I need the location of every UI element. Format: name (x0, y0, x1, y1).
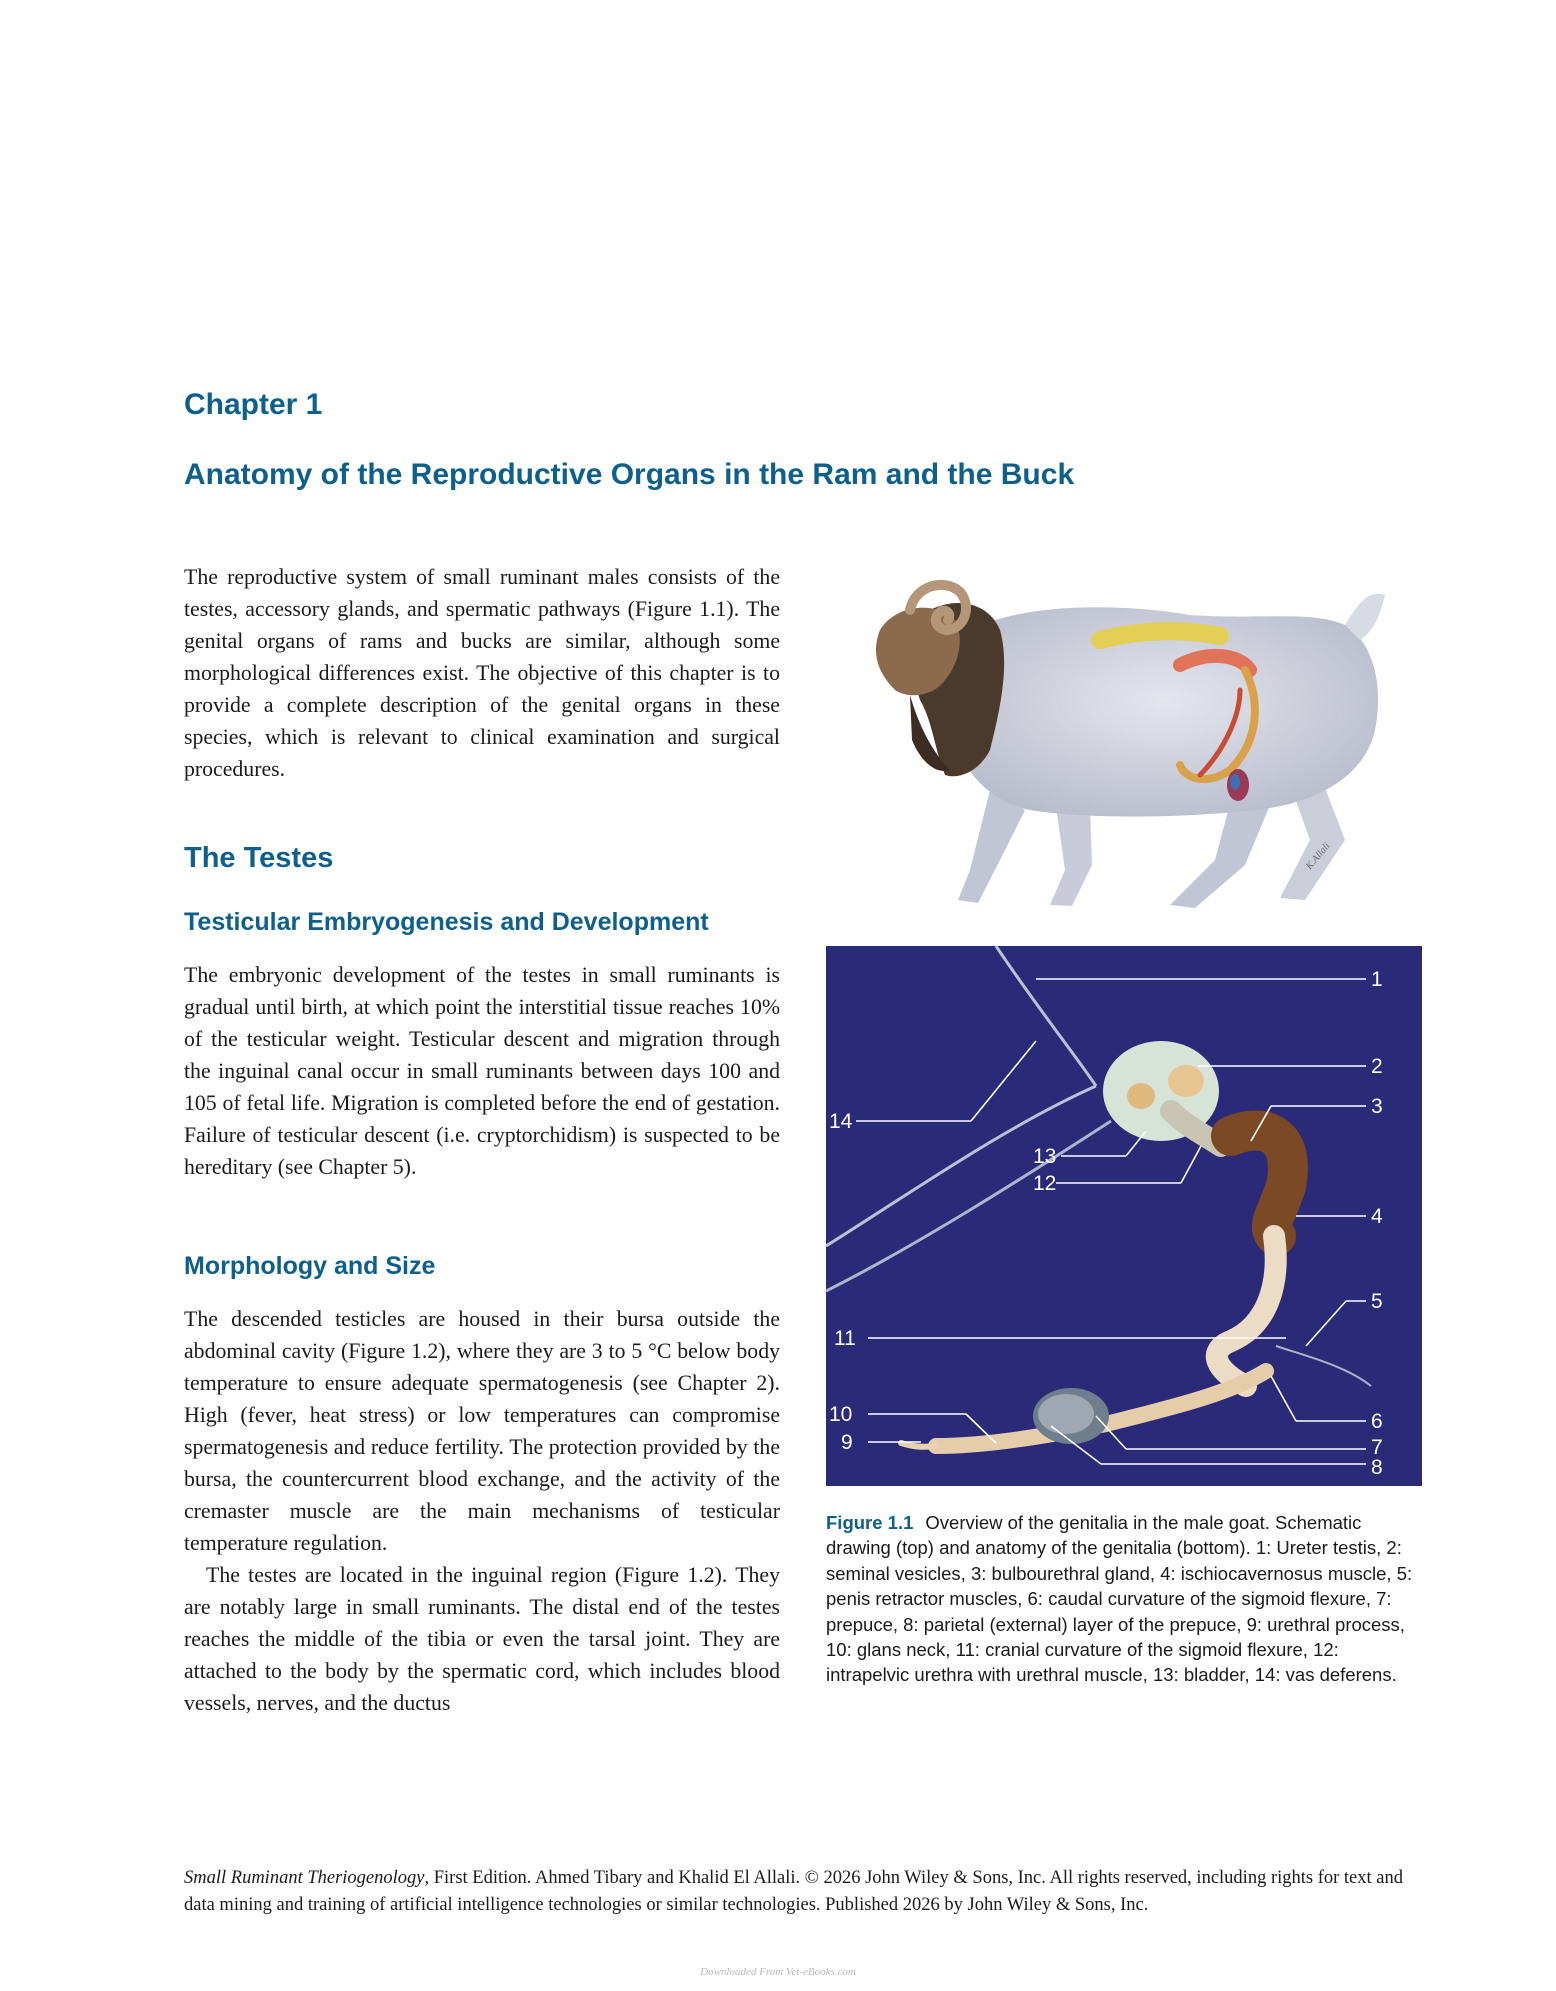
subsection-heading-morphology: Morphology and Size (184, 1252, 436, 1280)
figure-label-9: 9 (841, 1431, 853, 1454)
chapter-label: Chapter 1 (184, 388, 323, 421)
figure-label-10: 10 (829, 1403, 853, 1426)
copyright-footer (184, 1865, 1424, 1919)
subsection-heading-embryogenesis: Testicular Embryogenesis and Development (184, 908, 709, 936)
figure-label-1: 1 (1371, 968, 1383, 991)
figure-caption-label: Figure 1.1 (826, 1512, 914, 1533)
artist-signature: K.Allali (1303, 840, 1333, 872)
figure-caption (826, 1510, 1426, 1688)
download-watermark: Downloaded From Vet-eBooks.com (700, 1966, 856, 1978)
intro-paragraph: The reproductive system of small ruminant males consists of the testes, accessory glands, and spermatic pathways (Figure 1.1). The genital organs of rams and bucks are similar, although some morphological differences exist. The objective of this chapter is to provide a complete description of the genital organs in these species, which is relevant to clinical examination and surgical procedures. (184, 565, 780, 781)
embryogenesis-paragraph: The embryonic development of the testes in small ruminants is gradual until birth, at which point the interstitial tissue reaches 10% of the testicular weight. Testicular descent and migration through the inguinal canal occur in small ruminants between days 100 and 105 of fetal life. Migration is completed before the end of gestation. Failure of testicular descent (i.e. cryptorchidism) is suspected to be hereditary (see Chapter 5). (184, 963, 780, 1179)
figure-label-6: 6 (1371, 1410, 1383, 1433)
footer-text: , First Edition. Ahmed Tibary and Khalid El Allali. © 2026 John Wiley & Sons, Inc. All rights reserved, including rights for text and data mining and training of artificial intelligence technologies or similar technologies. Published 2026 by John Wiley & Sons, Inc. (184, 1868, 1403, 1915)
figure-label-13: 13 (1033, 1145, 1057, 1168)
chapter-title: Anatomy of the Reproductive Organs in the Ram and the Buck (184, 458, 1075, 491)
figure-label-14: 14 (829, 1110, 853, 1133)
morphology-paragraph-2: The testes are located in the inguinal region (Figure 1.2). They are notably large in small ruminants. The distal end of the testes reaches the middle of the tibia or even the tarsal joint. They are attached to the body by the spermatic cord, which includes blood vessels, nerves, and the ductus (184, 1563, 780, 1715)
morphology-paragraph-1: The descended testicles are housed in their bursa outside the abdominal cavity (Figure 1.2), where they are 3 to 5 °C below body temperature to ensure adequate spermatogenesis (see Chapter 2). High (fever, heat stress) or low temperatures can compromise spermatogenesis and reduce fertility. The protection provided by the bursa, the countercurrent blood exchange, and the activity of the cremaster muscle are the main mechanisms of testicular temperature regulation. (184, 1307, 780, 1555)
figure-label-8: 8 (1371, 1456, 1383, 1479)
goat-schematic-drawing (840, 570, 1420, 920)
figure-label-12: 12 (1033, 1172, 1057, 1195)
section-heading-testes: The Testes (184, 842, 334, 874)
figure-label-7: 7 (1371, 1436, 1383, 1459)
figure-label-5: 5 (1371, 1290, 1383, 1313)
figure-label-11: 11 (834, 1327, 856, 1350)
figure-label-2: 2 (1371, 1055, 1383, 1078)
figure-label-4: 4 (1371, 1205, 1383, 1228)
morphology-text (184, 1303, 780, 1719)
figure-label-3: 3 (1371, 1095, 1383, 1118)
figure-caption-text: Overview of the genitalia in the male goat. Schematic drawing (top) and anatomy of the genitalia (bottom). 1: Ureter testis, 2: seminal vesicles, 3: bulbourethral gland, 4: ischiocavernosus muscle, 5: penis retractor muscles, 6: caudal curvature of the sigmoid flexure, 7: prepuce, 8: parietal (external) layer of the prepuce, 9: urethral process, 10: glans neck, 11: cranial curvature of the sigmoid flexure, 12: intrapelvic urethra with urethral muscle, 13: bladder, 14: vas deferens. (826, 1512, 1413, 1686)
footer-book-title: Small Ruminant Theriogenology (184, 1868, 425, 1888)
anatomy-photo (826, 946, 1422, 1486)
